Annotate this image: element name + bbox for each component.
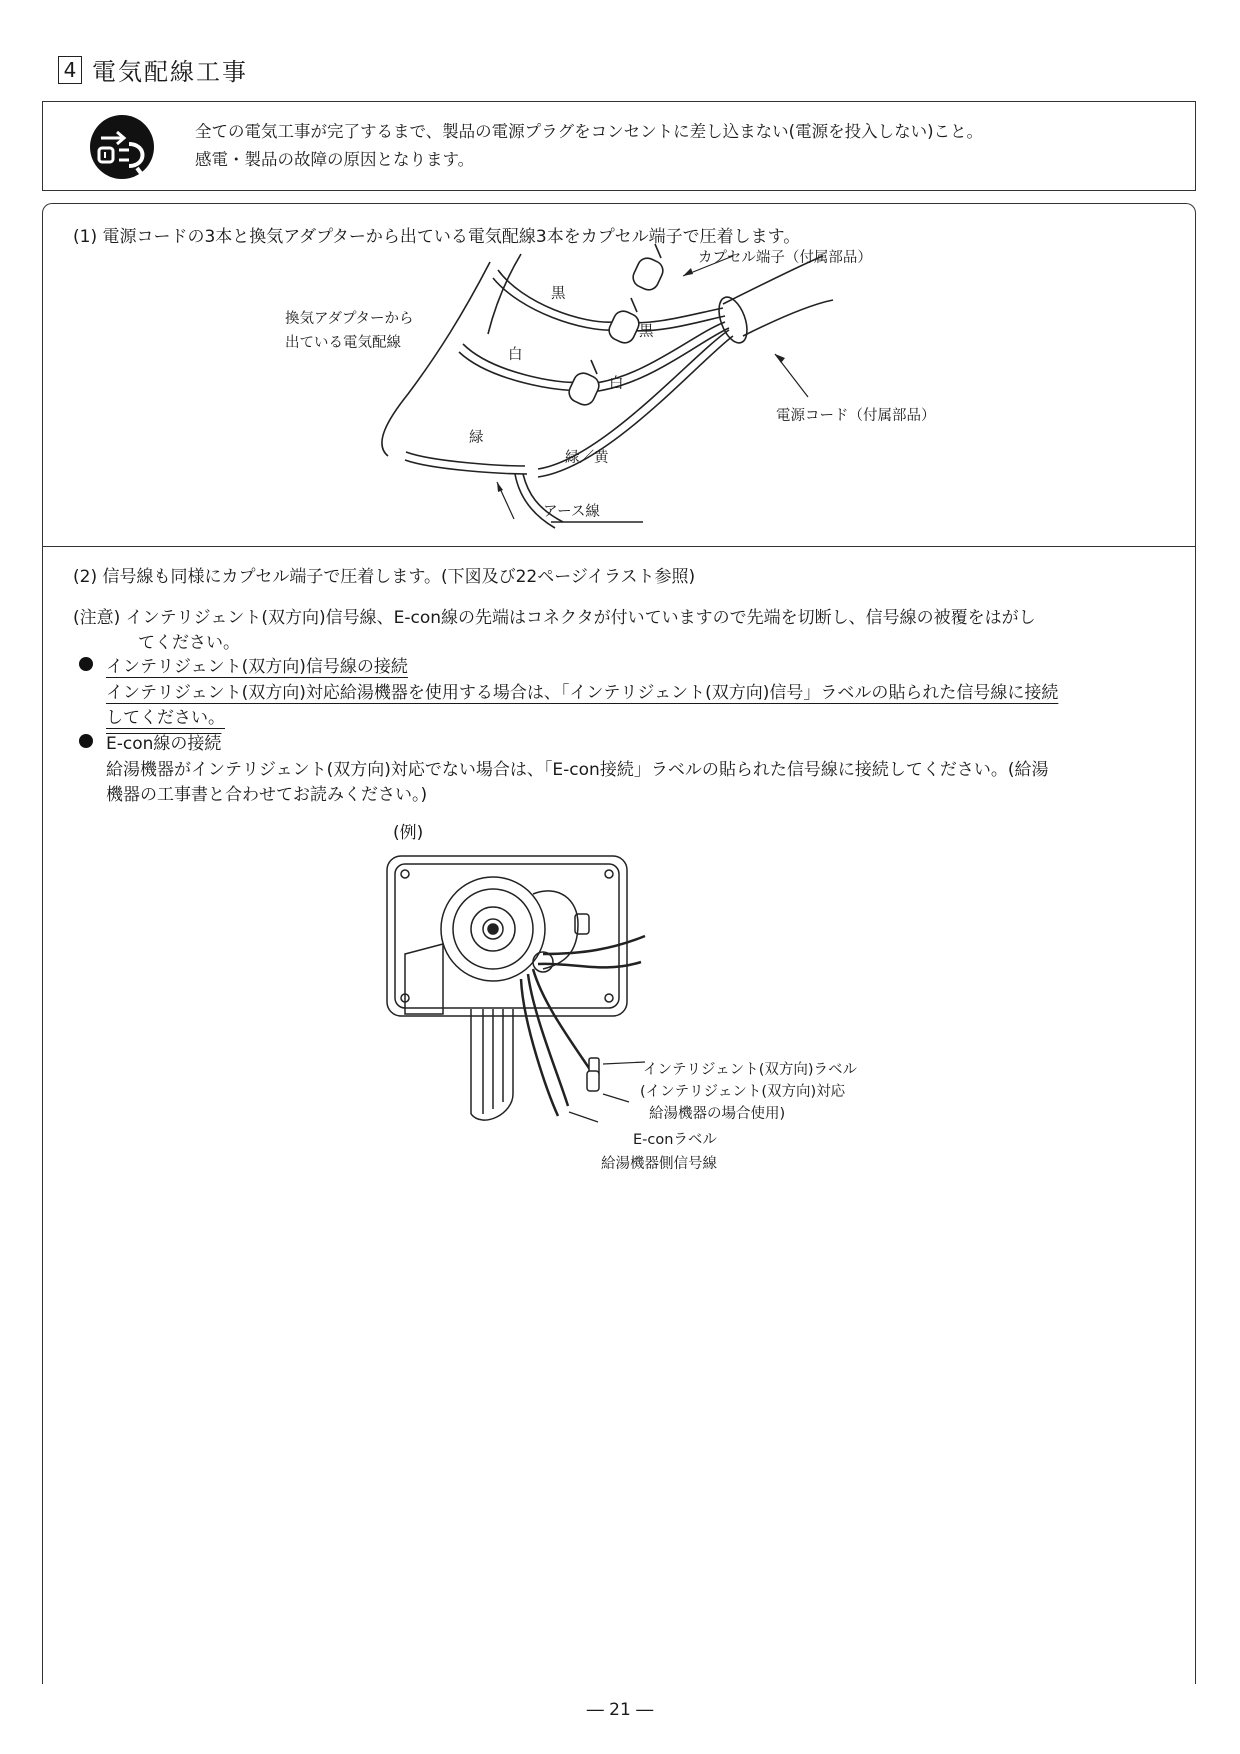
bullet1-line-1: インテリジェント(双方向)対応給湯機器を使用する場合は、「インテリジェント(双方向)信号」ラベルの貼られた信号線に接続 — [106, 683, 1059, 703]
wire-black-label-1: 黒 — [551, 286, 566, 302]
capsule-terminal-label: カプセル端子（付属部品） — [698, 250, 872, 266]
step1-text: (1) 電源コードの3本と換気アダプターから出ている電気配線3本をカプセル端子で圧着します。 — [73, 227, 801, 247]
adapter-wire-label-1: 換気アダプターから — [285, 311, 414, 327]
bullet-dot — [79, 734, 93, 748]
bullet2-line-2: 機器の工事書と合わせてお読みください。) — [106, 785, 428, 805]
wire-white-label-2: 白 — [609, 376, 624, 392]
econ-label: E-conラベル — [633, 1132, 717, 1148]
section-title: 電気配線工事 — [92, 58, 248, 86]
signal-wire-figure — [383, 844, 683, 1134]
intelligent-label-2: (インテリジェント(双方向)対応 — [640, 1084, 846, 1100]
bullet1-title: インテリジェント(双方向)信号線の接続 — [106, 657, 408, 677]
step2-note-line-1: (注意) インテリジェント(双方向)信号線、E-con線の先端はコネクタが付いていますので先端を切断し、信号線の被覆をはがし — [73, 608, 1036, 628]
wire-white-label-1: 白 — [508, 347, 523, 363]
wire-black-label-2: 黒 — [639, 324, 654, 340]
section-heading — [58, 52, 248, 87]
instruction-panel — [42, 203, 1196, 1684]
earth-wire-label: アース線 — [543, 504, 600, 520]
section-number: 4 — [58, 56, 82, 84]
step2-text: (2) 信号線も同様にカプセル端子で圧着します。(下図及び22ページイラスト参照) — [73, 567, 696, 587]
intelligent-label-1: インテリジェント(双方向)ラベル — [643, 1062, 858, 1078]
power-cord-label: 電源コード（付属部品） — [776, 408, 936, 424]
signal-line-label: 給湯機器側信号線 — [601, 1156, 717, 1172]
wire-green-yellow-label: 緑／黄 — [565, 450, 609, 466]
step2-note-line-2: てください。 — [138, 633, 240, 653]
bullet-dot — [79, 657, 93, 671]
section-divider — [43, 546, 1195, 547]
warning-line-2: 感電・製品の故障の原因となります。 — [195, 150, 475, 169]
warning-box — [42, 101, 1196, 191]
unplug-prohibited-icon — [89, 114, 155, 180]
bullet2-line-1: 給湯機器がインテリジェント(双方向)対応でない場合は、「E-con接続」ラベルの貼られた信号線に接続してください。(給湯 — [106, 760, 1049, 780]
adapter-wire-label-2: 出ている電気配線 — [285, 335, 401, 351]
example-label: (例) — [393, 823, 424, 843]
page-number: ― 21 ― — [586, 1700, 654, 1720]
bullet2-title: E-con線の接続 — [106, 734, 222, 754]
wire-green-label: 緑 — [469, 430, 484, 446]
warning-line-1: 全ての電気工事が完了するまで、製品の電源プラグをコンセントに差し込まない(電源を投入しない)こと。 — [195, 122, 984, 141]
intelligent-label-3: 給湯機器の場合使用) — [649, 1106, 786, 1122]
bullet1-line-2: してください。 — [106, 708, 225, 728]
